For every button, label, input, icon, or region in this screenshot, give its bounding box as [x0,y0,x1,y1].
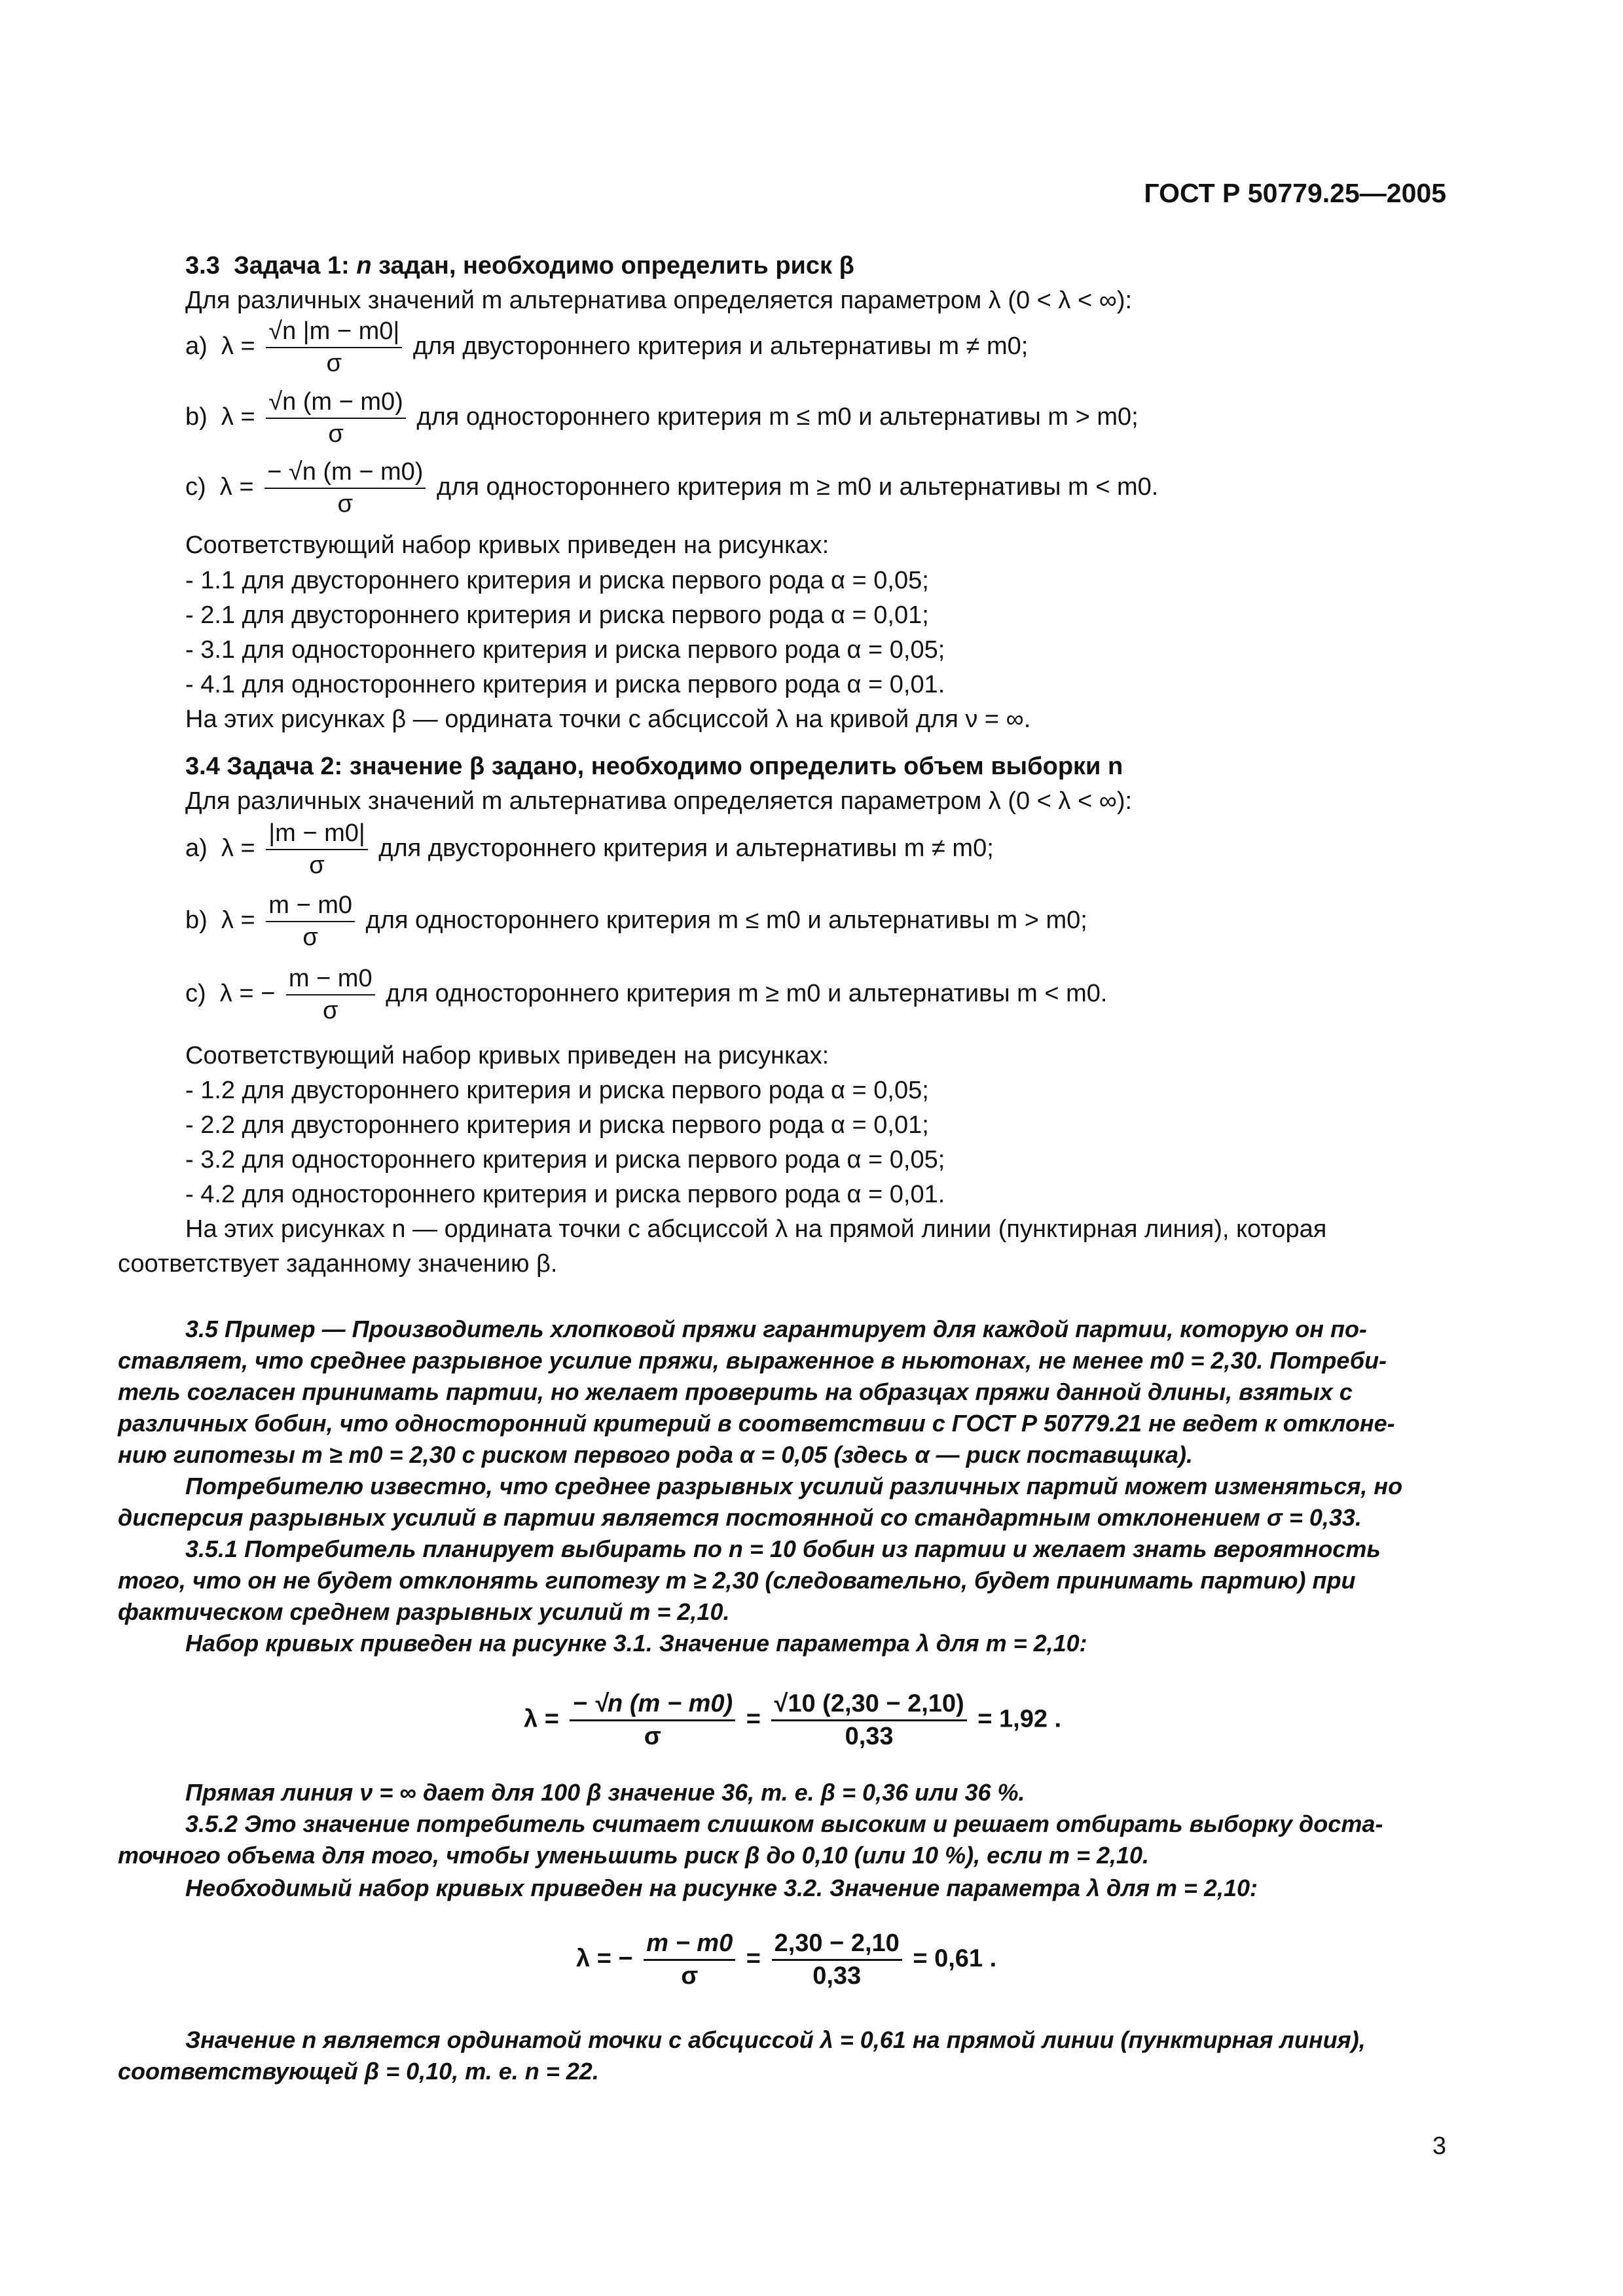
example-line: ставляет, что среднее разрывное усилие пряжи, выраженное в ньютонах, не менее m0 = 2,30. Потреби- [118,1347,1387,1374]
section-3-3-set-intro: Соответствующий набор кривых приведен на рисунках: [185,531,830,559]
equation-lambda-1: λ = $\frac{- √n (m - m0)}{\sigma}$ = $\frac{√10 (2,30 - 2,10)}{0,33}$ = 1,92 . [524,1690,1062,1750]
list-item: - 4.1 для одностороннего критерия и риска первого рода α = 0,01. [185,671,945,698]
example-line: Значение n является ординатой точки с абсциссой λ = 0,61 на прямой линии (пунктирная линия), [185,2026,1366,2053]
section-3-4-set-intro: Соответствующий набор кривых приведен на рисунках: [185,1042,830,1069]
example-line: Прямая линия ν = ∞ дает для 100 β значение 36, т. е. β = 0,36 или 36 %. [185,1779,1025,1806]
example-line: того, что он не будет отклонять гипотезу m ≥ 2,30 (следовательно, будет принимать партию) при [118,1567,1356,1594]
list-item: - 1.2 для двустороннего критерия и риска первого рода α = 0,05; [185,1077,929,1104]
section-3-3-intro: Для различных значений m альтернатива определяется параметром λ (0 < λ < ∞): [185,287,1133,314]
list-item: - 2.2 для двустороннего критерия и риска первого рода α = 0,01; [185,1111,929,1139]
section-3-4-closing-line-1: На этих рисунках n — ордината точки с абсциссой λ на прямой линии (пунктирная линия), которая [185,1215,1327,1243]
section-3-3-closing: На этих рисунках β — ордината точки с абсциссой λ на кривой для ν = ∞. [185,706,1031,733]
example-line: дисперсия разрывных усилий в партии является постоянной со стандартным отклонением σ = 0,33. [118,1504,1362,1531]
example-line: Необходимый набор кривых приведен на рисунке 3.2. Значение параметра λ для m = 2,10: [185,1874,1258,1901]
formula-3-4-b: b) λ = $\frac{m - m0}{\sigma}$ для одностороннего критерия m ≤ m0 и альтернативы m > m0; [185,891,1087,951]
example-line: 3.5 Пример — Производитель хлопковой пряжи гарантирует для каждой партии, которую он по- [185,1316,1367,1342]
example-line: 3.5.2 Это значение потребитель считает слишком высоким и решает отбирать выборку доста- [185,1810,1383,1837]
page-number: 3 [1432,2132,1446,2160]
example-line: тель согласен принимать партии, но желает проверить на образцах пряжи данной длины, взятых с [118,1378,1353,1405]
section-3-4-heading: 3.4 Задача 2: значение β задано, необходимо определить объем выборки n [185,753,1123,780]
list-item: - 3.2 для одностороннего критерия и риска первого рода α = 0,05; [185,1146,945,1174]
list-item: - 2.1 для двустороннего критерия и риска первого рода α = 0,01; [185,601,929,629]
formula-3-4-c: c) λ = − $\frac{m - m0}{\sigma}$ для одностороннего критерия m ≥ m0 и альтернативы m < m0. [185,965,1108,1024]
example-line: 3.5.1 Потребитель планирует выбирать по n = 10 бобин из партии и желает знать вероятность [185,1535,1381,1562]
example-line: Потребителю известно, что среднее разрывных усилий различных партий может изменяться, но [185,1473,1403,1499]
example-line: точного объема для того, чтобы уменьшить риск β до 0,10 (или 10 %), если m = 2,10. [118,1842,1150,1869]
formula-3-3-c: c) λ = $\frac{- √n (m - m0)}{\sigma}$ для одностороннего критерия m ≥ m0 и альтернативы m < m0. [185,458,1159,518]
section-3-4-intro: Для различных значений m альтернатива определяется параметром λ (0 < λ < ∞): [185,787,1133,815]
example-line: фактическом среднем разрывных усилий m = 2,10. [118,1598,730,1625]
section-3-3-heading: 3.3 Задача 1: n задан, необходимо определить риск β [185,252,854,279]
document-standard-header: ГОСТ Р 50779.25—2005 [1144,178,1446,208]
example-line: Набор кривых приведен на рисунке 3.1. Значение параметра λ для m = 2,10: [185,1630,1087,1657]
example-line: нию гипотезы m ≥ m0 = 2,30 с риском первого рода α = 0,05 (здесь α — риск поставщика). [118,1441,1194,1468]
formula-3-3-b: b) λ = $\frac{√n (m - m0)}{\sigma}$ для одностороннего критерия m ≤ m0 и альтернативы m > m0; [185,388,1139,448]
section-3-4-closing-line-2: соответствует заданному значению β. [118,1250,558,1278]
equation-lambda-2: λ = − $\frac{m - m0}{\sigma}$ = $\frac{2,30 - 2,10}{0,33}$ = 0,61 . [576,1929,997,1990]
list-item: - 4.2 для одностороннего критерия и риска первого рода α = 0,01. [185,1181,945,1208]
example-line: различных бобин, что односторонний критерий в соответствии с ГОСТ Р 50779.21 не ведет к отклоне- [118,1410,1395,1437]
list-item: - 3.1 для одностороннего критерия и риска первого рода α = 0,05; [185,636,945,664]
formula-3-3-a: а) λ = $\frac{√n |m - m0|}{\sigma}$ для двустороннего критерия и альтернативы m ≠ m0; [185,317,1029,377]
example-line: соответствующей β = 0,10, т. е. n = 22. [118,2058,599,2085]
formula-3-4-a: а) λ = $\frac{|m - m0|}{\sigma}$ для двустороннего критерия и альтернативы m ≠ m0; [185,819,994,879]
list-item: - 1.1 для двустороннего критерия и риска первого рода α = 0,05; [185,567,929,594]
